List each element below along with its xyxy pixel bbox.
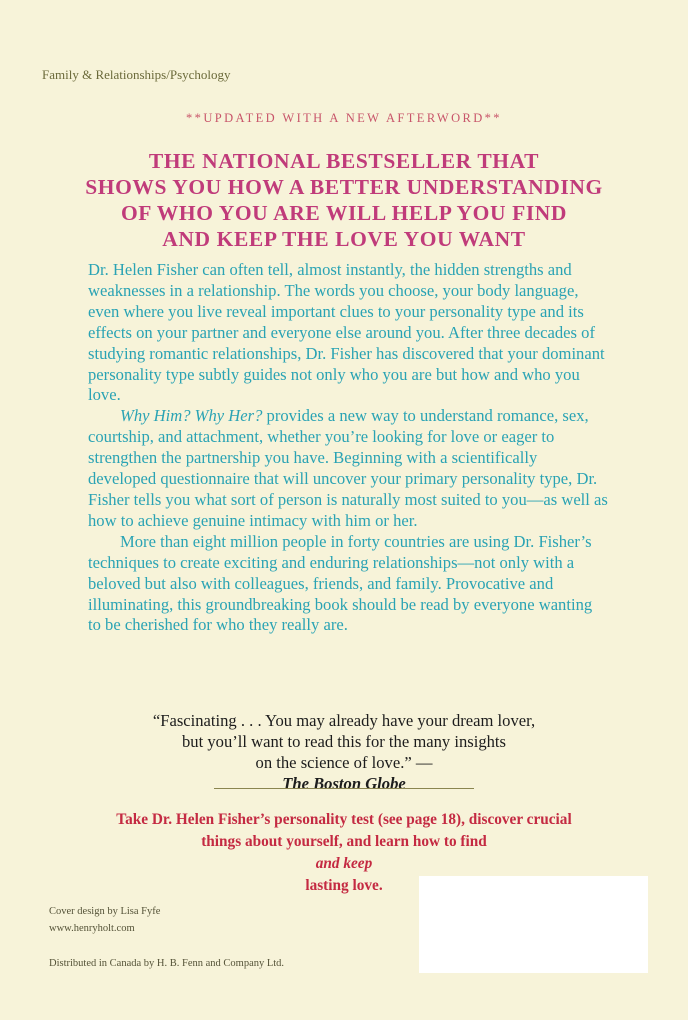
- cta-line-1: Take Dr. Helen Fisher’s personality test (see page 18), discover crucial: [116, 811, 572, 828]
- updated-banner: **UPDATED WITH A NEW AFTERWORD**: [186, 111, 502, 125]
- headline-line: THE NATIONAL BESTSELLER THAT: [148, 149, 540, 173]
- headline-line: OF WHO YOU ARE WILL HELP YOU FIND: [120, 201, 568, 225]
- review-quote: [0, 710, 688, 794]
- headline-line: SHOWS YOU HOW A BETTER UNDERSTANDING: [85, 175, 603, 199]
- quote-line-text: on the science of love.” —: [255, 753, 433, 772]
- distribution-note: Distributed in Canada by H. B. Fenn and Company Ltd.: [49, 958, 285, 969]
- cover-design-credit: Cover design by Lisa Fyfe: [49, 906, 161, 917]
- description-paragraph-1: Dr. Helen Fisher can often tell, almost instantly, the hidden strengths and weaknesses in a relationship. The words you choose, your body language, even where you live reveal important clues to your personality type and its effects on your partner and everyone else around you. After three decades of studying romantic relationships, Dr. Fisher has discovered that your dominant personality type subtly guides not only who you are but how and who you love.: [88, 260, 605, 405]
- description-paragraph-3: More than eight million people in forty countries are using Dr. Fisher’s techniques to create exciting and enduring relationships—not only with a beloved but also with colleagues, friends, and family. Provocative and illuminating, this groundbreaking book should be read by everyone wanting to be cherished for who they really are.: [88, 531, 593, 635]
- cta-emphasis: and keep: [315, 855, 373, 872]
- cta-text-a: things about yourself, and learn how to find: [201, 833, 487, 850]
- quote-line: but you’ll want to read this for the many insights: [182, 732, 506, 751]
- category-label: Family & Relationships/Psychology: [42, 67, 231, 82]
- barcode-area: [419, 876, 648, 973]
- description-body: [88, 260, 608, 636]
- book-title: Why Him? Why Her?: [120, 406, 263, 426]
- description-paragraph-2: [88, 406, 608, 531]
- paragraph-2-text: provides a new way to understand romance, sex, courtship, and attachment, whether you’re looking for love or eager to strengthen the partnership you have. Beginning with a scientifically developed questionnaire that will uncover your primary personality type, Dr. Fisher tells you what sort of person is naturally most suited to you—as well as how to achieve genuine intimacy with him or her.: [88, 406, 608, 530]
- quote-line: “Fascinating . . . You may already have your dream lover,: [152, 711, 536, 730]
- headline-line: AND KEEP THE LOVE YOU WANT: [162, 227, 526, 251]
- publisher-url: www.henryholt.com: [49, 923, 135, 934]
- cta-text-b: lasting love.: [305, 877, 383, 894]
- quote-source: The Boston Globe: [282, 774, 406, 793]
- headline: [30, 148, 658, 252]
- divider: [214, 788, 474, 789]
- credits: [49, 903, 284, 972]
